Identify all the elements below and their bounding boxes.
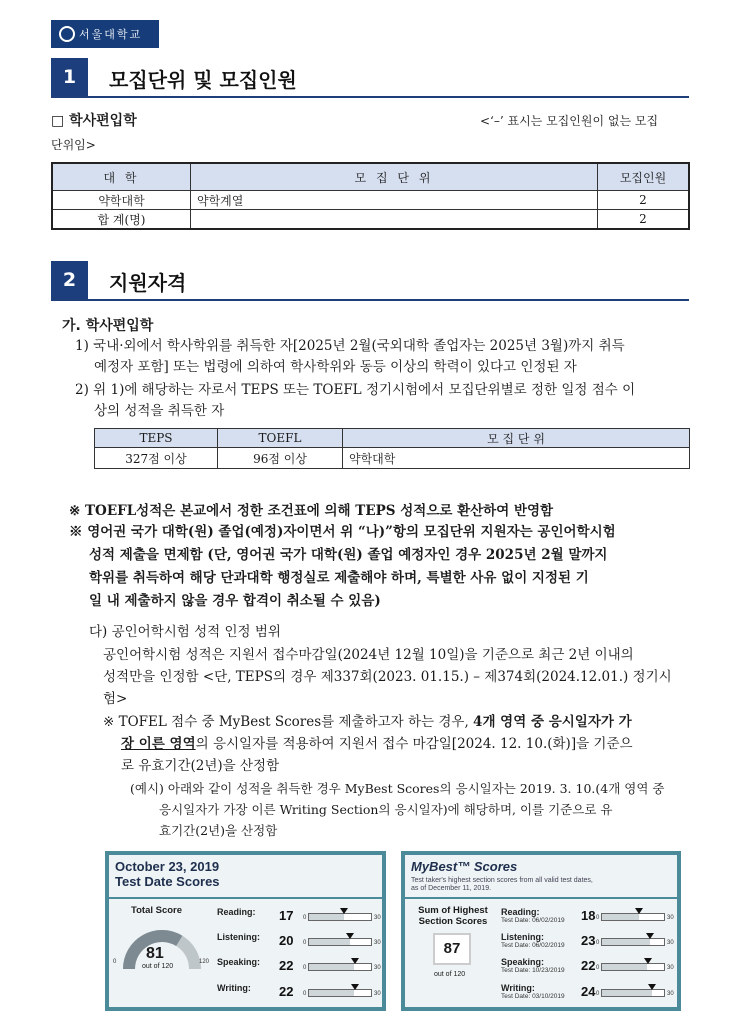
- bar-min: 0: [596, 965, 600, 971]
- col-header: 대 학: [52, 163, 191, 191]
- bar-max: 30: [667, 991, 674, 997]
- cell: 약학계열: [191, 191, 598, 210]
- card-divider: [405, 897, 677, 899]
- section-score: 18: [581, 908, 596, 923]
- section-test-date: Test Date: 06/02/2019: [501, 917, 565, 924]
- note-toefl: ※ TOEFL성적은 본교에서 정한 조건표에 의해 TEPS 성적으로 환산하여 반영함: [69, 503, 554, 519]
- example-text: 응시일자가 가장 이른 Writing Section의 응시일자)에 해당하며, 이를 기준으로 유: [159, 802, 613, 817]
- cell: [191, 210, 598, 230]
- total-score-value: 81: [146, 945, 164, 962]
- section-label: Listening:: [501, 932, 544, 942]
- section-score-row: [217, 932, 260, 942]
- section-score-row: [501, 907, 565, 924]
- subsection-d: 다) 공인어학시험 성적 인정 범위: [89, 624, 281, 640]
- score-bar: [308, 938, 372, 946]
- score-bar: [601, 989, 665, 997]
- test-date-scores-card: [105, 851, 386, 1011]
- card-title-label: Test Date Scores: [115, 874, 220, 889]
- section-test-date: Test Date: 10/23/2019: [501, 967, 565, 974]
- section-label: Speaking:: [217, 957, 261, 967]
- score-marker-icon: [346, 933, 354, 939]
- section-score: 22: [279, 958, 294, 973]
- score-bar: [601, 963, 665, 971]
- cell: 327점 이상: [95, 448, 218, 469]
- subsection-title: 가. 학사편입학: [62, 318, 154, 334]
- sum-label-line: Section Scores: [418, 916, 488, 927]
- score-bar: [308, 989, 372, 997]
- recruitment-table: [51, 162, 690, 230]
- card-subtitle: [411, 877, 651, 893]
- note-exempt-cont: 일 내 제출하지 않을 경우 합격이 취소될 수 있음): [89, 593, 381, 609]
- mybest-note-emph: 장 이른 영역: [121, 736, 196, 752]
- score-bar-fill: [309, 990, 354, 996]
- section-label: Speaking:: [501, 957, 545, 967]
- table-note: <‘–’ 표시는 모집인원이 없는 모집: [480, 114, 659, 128]
- score-bar-fill: [309, 964, 354, 970]
- mybest-scores-card: [401, 851, 681, 1011]
- section-number: 2: [51, 261, 88, 299]
- sum-label-line: Sum of Highest: [418, 905, 488, 916]
- score-marker-icon: [646, 933, 654, 939]
- bar-max: 30: [374, 940, 381, 946]
- cell: 2: [598, 210, 690, 230]
- section-number: 1: [51, 58, 88, 96]
- cell: 2: [598, 191, 690, 210]
- cell: 약학대학: [343, 448, 690, 469]
- cell: 96점 이상: [218, 448, 343, 469]
- bar-min: 0: [303, 991, 307, 997]
- note-exempt-cont: 성적 제출을 면제함 (단, 영어권 국가 대학(원) 졸업 예정자인 경우 2025년 2월 말까지: [89, 547, 608, 563]
- section-score: 22: [279, 984, 294, 999]
- section-score: 24: [581, 984, 596, 999]
- subsection-title: □ 학사편입학: [51, 113, 137, 129]
- score-bar-fill: [602, 964, 647, 970]
- col-header: 모집인원: [598, 163, 690, 191]
- mybest-note-cont: [121, 734, 633, 755]
- score-marker-icon: [351, 958, 359, 964]
- section-score-row: [501, 983, 565, 1000]
- bar-min: 0: [303, 940, 307, 946]
- sum-score-box: 87: [433, 933, 471, 965]
- cell: 약학대학: [52, 191, 191, 210]
- para-d: 험>: [103, 691, 128, 707]
- bar-max: 30: [374, 915, 381, 921]
- section-score-row: [217, 907, 256, 917]
- score-bar: [601, 938, 665, 946]
- university-logo: [51, 20, 159, 48]
- score-marker-icon: [340, 908, 348, 914]
- section-score-row: [501, 957, 565, 974]
- score-bar: [308, 913, 372, 921]
- mybest-note-emph: 4개 영역 중 응시일자가 가: [473, 714, 632, 730]
- para-d: 성적만을 인정함 <단, TEPS의 경우 제337회(2023. 01.15.) – 제374회(2024.12.01.) 정기시: [103, 669, 672, 685]
- score-bar-fill: [602, 990, 652, 996]
- score-marker-icon: [635, 908, 643, 914]
- sum-label: [411, 905, 495, 927]
- table-row: [52, 210, 689, 230]
- col-header: TOEFL: [218, 429, 343, 448]
- bar-min: 0: [303, 965, 307, 971]
- col-header: 모 집 단 위: [343, 429, 690, 448]
- item-1: 1) 국내·외에서 학사학위를 취득한 자[2025년 2월(국외대학 졸업자는 2025년 3월)까지 취득: [75, 338, 625, 354]
- section-label: Writing:: [217, 983, 251, 993]
- card-title-date: October 23, 2019: [115, 859, 220, 874]
- example-text: (예시) 아래와 같이 성적을 취득한 경우 MyBest Scores의 응시일자는 2019. 3. 10.(4개 영역 중: [130, 781, 665, 796]
- mybest-note: [103, 712, 632, 733]
- score-marker-icon: [644, 958, 652, 964]
- section-score-row: [501, 932, 565, 949]
- gauge-min: 0: [113, 959, 117, 965]
- score-bar-fill: [309, 914, 344, 920]
- score-marker-icon: [351, 984, 359, 990]
- bar-min: 0: [596, 991, 600, 997]
- section-score: 17: [279, 908, 294, 923]
- score-bar-fill: [309, 939, 350, 945]
- sum-out-of: out of 120: [434, 971, 466, 978]
- total-score-label: Total Score: [131, 905, 183, 916]
- bar-min: 0: [596, 940, 600, 946]
- score-bar: [601, 913, 665, 921]
- card-title: [115, 859, 220, 889]
- section-score-row: [217, 957, 260, 967]
- card-subtitle-line: as of December 11, 2019.: [411, 885, 492, 892]
- section-label: Writing:: [501, 983, 535, 993]
- section-label: Reading:: [501, 907, 540, 917]
- section-score: 20: [279, 933, 294, 948]
- section-label: Reading:: [217, 907, 256, 917]
- section-score: 23: [581, 933, 596, 948]
- bar-max: 30: [667, 915, 674, 921]
- col-header: TEPS: [95, 429, 218, 448]
- bar-max: 30: [667, 965, 674, 971]
- score-bar: [308, 963, 372, 971]
- item-1-cont: 예정자 포함] 또는 법령에 의하여 학사학위와 동등 이상의 학력이 있다고 인정된 자: [94, 359, 577, 375]
- section-test-date: Test Date: 06/02/2019: [501, 942, 565, 949]
- table-row: [52, 191, 689, 210]
- total-score-out-of: out of 120: [142, 963, 174, 970]
- mybest-note-cont: 로 유효기간(2년)을 산정함: [121, 758, 280, 774]
- score-bar-fill: [602, 914, 639, 920]
- card-title: MyBest™ Scores: [411, 859, 518, 874]
- seal-icon: [59, 26, 75, 42]
- mybest-note-text: ※ TOFEL 점수 중 MyBest Scores를 제출하고자 하는 경우,: [103, 714, 474, 730]
- item-2: 2) 위 1)에 해당하는 자로서 TEPS 또는 TOEFL 정기시험에서 모집단위별로 정한 일정 점수 이: [75, 382, 636, 398]
- table-row: [95, 448, 690, 469]
- bar-min: 0: [303, 915, 307, 921]
- section-title: 모집단위 및 모집인원: [109, 68, 297, 92]
- bar-max: 30: [374, 991, 381, 997]
- item-2-cont: 상의 성적을 취득한 자: [94, 403, 225, 419]
- section-2-header: [51, 261, 689, 301]
- bar-max: 30: [667, 940, 674, 946]
- section-test-date: Test Date: 03/10/2019: [501, 993, 565, 1000]
- section-title: 지원자격: [109, 271, 187, 295]
- score-marker-icon: [648, 984, 656, 990]
- example-text: 효기간(2년)을 산정함: [159, 823, 278, 838]
- score-requirement-table: [94, 428, 690, 469]
- score-bar-fill: [602, 939, 650, 945]
- cell: 합 계(명): [52, 210, 191, 230]
- table-note-cont: 단위임>: [51, 138, 96, 152]
- note-exempt: ※ 영어권 국가 대학(원) 졸업(예정)자이면서 위 “나)”항의 모집단위 지원자는 공인어학시험: [69, 524, 616, 540]
- section-score-row: [217, 983, 251, 993]
- mybest-note-text: 의 응시일자를 적용하여 지원서 접수 마감일[2024. 12. 10.(화)]을 기준으: [195, 736, 633, 752]
- section-label: Listening:: [217, 932, 260, 942]
- para-d: 공인어학시험 성적은 지원서 접수마감일(2024년 12월 10일)을 기준으로 최근 2년 이내의: [103, 647, 634, 663]
- card-subtitle-line: Test taker's highest section scores from all valid test dates,: [411, 877, 593, 884]
- note-exempt-cont: 학위를 취득하여 해당 단과대학 행정실로 제출해야 하며, 특별한 사유 없이 지정된 기: [89, 570, 589, 586]
- col-header: 모 집 단 위: [191, 163, 598, 191]
- bar-min: 0: [596, 915, 600, 921]
- logo-text: 서울대학교: [79, 28, 143, 41]
- section-score: 22: [581, 958, 596, 973]
- card-divider: [109, 897, 382, 899]
- section-1-header: [51, 58, 689, 98]
- gauge-max: 120: [199, 959, 210, 965]
- bar-max: 30: [374, 965, 381, 971]
